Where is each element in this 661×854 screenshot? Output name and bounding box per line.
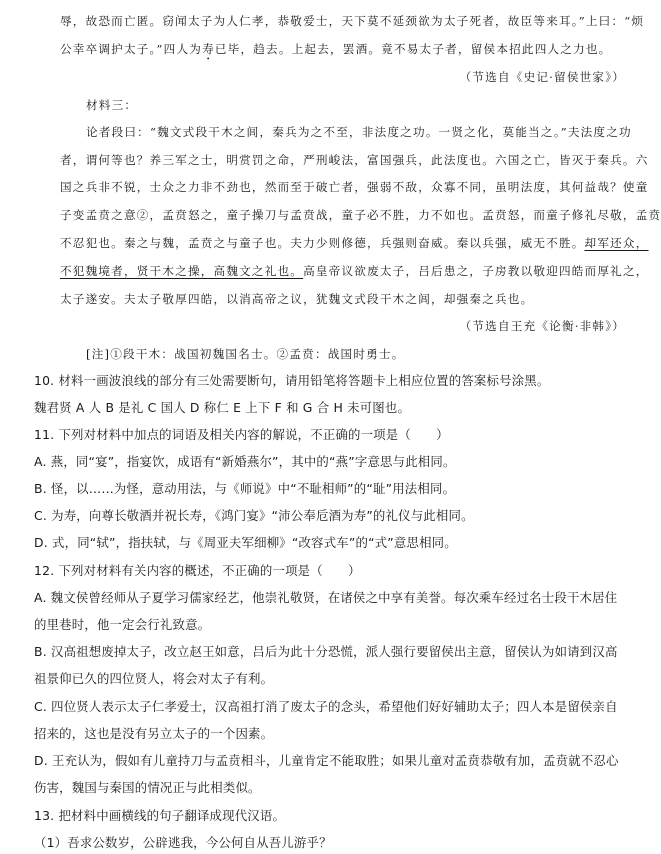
material-label: 材料三： — [86, 98, 138, 112]
question-12-option-b: B. 汉高祖想废掉太子，改立赵王如意，吕后为此十分恐慌，派人强行要留侯出主意，留侯认为如请到汉高 — [34, 644, 618, 659]
question-11-stem: 11. 下列对材料中加点的词语及相关内容的解说，不正确的一项是（ ） — [34, 427, 449, 442]
question-11-option-c: C. 为寿，向尊长敬酒并祝长寿，《鸿门宴》“沛公奉卮酒为寿”的礼仪与此相同。 — [34, 508, 474, 523]
annotation-notes: [注]①段干木：战国初魏国名士。②孟贲：战国时勇士。 — [86, 347, 405, 361]
underlined-sentence: 不犯魏境者，贤干木之操，高魏文之礼也。 — [60, 264, 304, 278]
question-11-option-d: D. 式，同“轼”，指扶轼，与《周亚夫军细柳》“改容式车”的“式”意思相同。 — [34, 535, 457, 550]
question-12-option-c-cont: 招来的，这也是没有另立太子的一个因素。 — [34, 726, 274, 741]
passage-line: 子变孟贲之意②，孟贲怒之，童子操刀与孟贲战，童子必不胜，力不如也。孟贲怒，而童子修礼尽敬，孟贲 — [60, 208, 661, 222]
question-10-stem: 10. 材料一画波浪线的部分有三处需要断句，请用铅笔将答题卡上相应位置的答案标号涂黑。 — [34, 373, 550, 388]
passage-line: 太子遂安。夫太子敬厚四皓，以消高帝之议，犹魏文式段干木之闾，却强秦之兵也。 — [60, 292, 534, 306]
question-11-option-a: A. 燕，同“宴”，指宴饮，成语有“新婚燕尔”，其中的“燕”字意思与此相同。 — [34, 454, 456, 469]
question-11-option-b: B. 怪，以……为怪，意动用法，与《师说》中“不耻相师”的“耻”用法相同。 — [34, 481, 456, 496]
question-12-option-a-cont: 的里巷时，他一定会行礼致意。 — [34, 617, 211, 632]
passage-line: 辱，故恐而亡匿。窃闻太子为人仁孝，恭敬爱士，天下莫不延颈欲为太子死者，故臣等来耳。”上曰：“烦 — [60, 14, 645, 28]
passage-line: 论者段曰：“魏文式段干木之闾，秦兵为之不至，非法度之功。一贤之化，莫能当之。”夫法度之功 — [86, 125, 632, 139]
question-13-sentence-1: （1）吾求公数岁，公辟逃我，今公何自从吾儿游乎？ — [34, 835, 332, 850]
question-12-option-d: D. 王充认为，假如有儿童持刀与孟贲相斗，儿童肯定不能取胜；如果儿童对孟贲恭敬有加，孟贲就不忍心 — [34, 753, 619, 768]
passage-line: 不忍犯也。秦之与魏，孟贲之与童子也。夫力少则修德，兵强则奋威。秦以兵强，威无不胜。却军还众， — [60, 236, 649, 250]
passage-line: 者，谓何等也？养三军之士，明赏罚之命，严刑峻法，富国强兵，此法度也。六国之亡，皆灭于秦兵。六 — [60, 153, 649, 167]
question-12-option-c: C. 四位贤人表示太子仁孝爱士，汉高祖打消了废太子的念头，希望他们好好辅助太子；四人本是留侯亲自 — [34, 699, 618, 714]
source-citation: （节选自《史记·留侯世家》） — [459, 70, 625, 84]
underlined-sentence: 却军还众， — [584, 236, 649, 250]
question-10-options: 魏君贤 A 人 B 是礼 C 国人 D 称仁 E 上下 F 和 G 合 H 未可图也。 — [34, 400, 411, 415]
question-13-stem: 13. 把材料中画横线的句子翻译成现代汉语。 — [34, 808, 286, 823]
question-12-stem: 12. 下列对材料有关内容的概述，不正确的一项是（ ） — [34, 563, 361, 578]
passage-line: 国之兵非不锐，士众之力非不劲也，然而至于破亡者，强弱不敌，众寡不同，虽明法度，其何益哉？使童 — [60, 180, 649, 194]
passage-line: 公幸卒调护太子。”四人为寿已毕，趋去。上起去，罢酒。竟不易太子者，留侯本招此四人之力也。 — [60, 42, 612, 56]
question-12-option-a: A. 魏文侯曾经师从子夏学习儒家经艺，他崇礼敬贤，在诸侯之中享有美誉。每次乘车经过名士段干木居住 — [34, 590, 618, 605]
source-citation: （节选自王充《论衡·非韩》） — [459, 319, 625, 333]
passage-line: 不犯魏境者，贤干木之操，高魏文之礼也。高皇帝议欲废太子，吕后患之，子房教以敬迎四皓而厚礼之， — [60, 264, 649, 278]
question-12-option-b-cont: 祖景仰已久的四位贤人，将会对太子有利。 — [34, 671, 274, 686]
dotted-word: 寿 — [202, 42, 215, 56]
question-12-option-d-cont: 伤害，魏国与秦国的情况正与此相类似。 — [34, 780, 261, 795]
